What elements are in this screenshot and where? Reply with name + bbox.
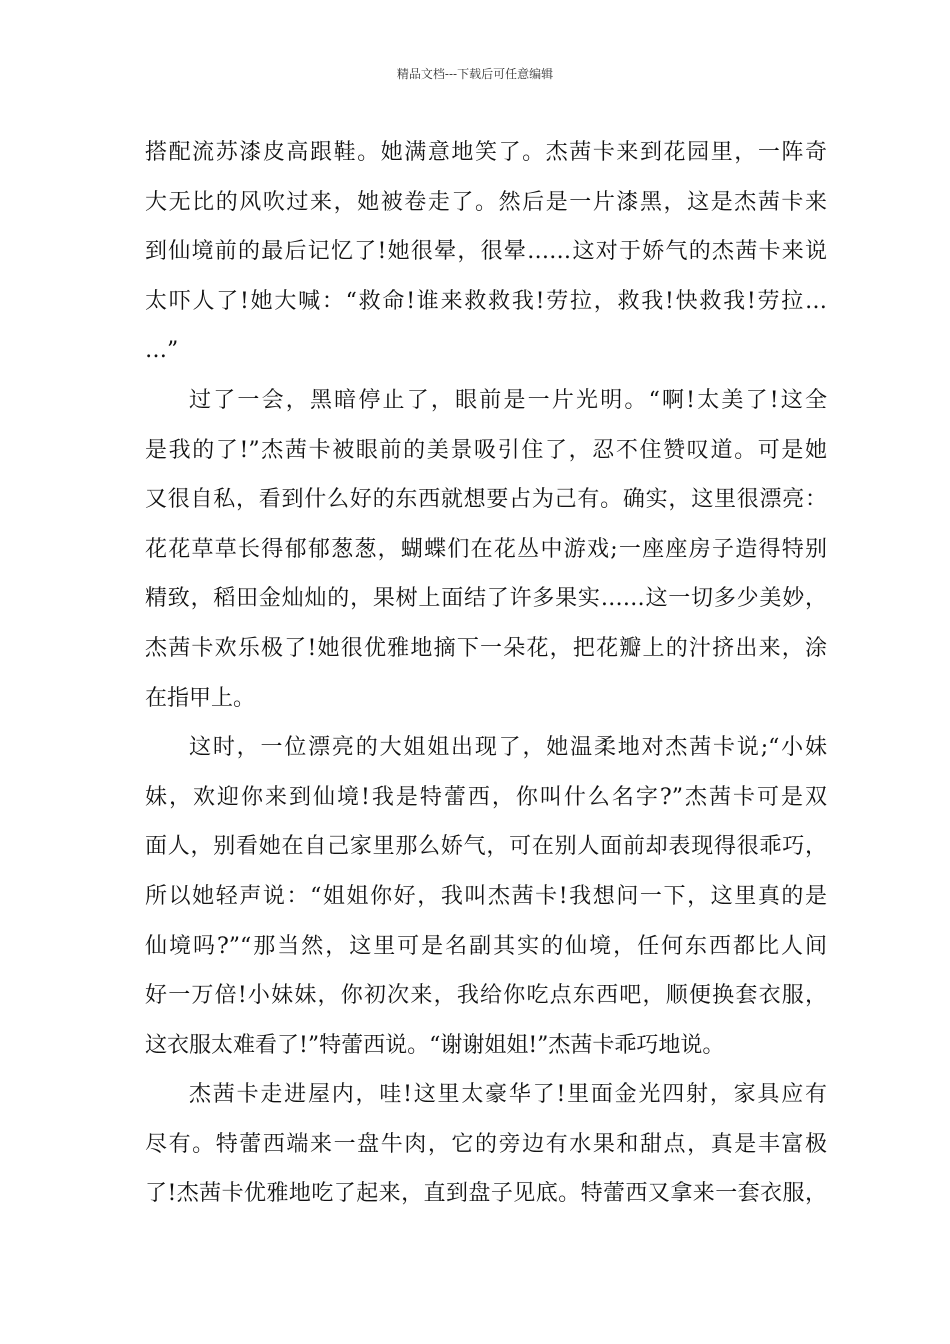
text-line: 大无比的风吹过来，她被卷走了。然后是一片漆黑，这是杰茜卡来 bbox=[145, 189, 827, 215]
document-body bbox=[145, 128, 827, 1219]
text-line: 杰茜卡欢乐极了!她很优雅地摘下一朵花，把花瓣上的汁挤出来，涂 bbox=[145, 635, 827, 661]
text-line: 又很自私，看到什么好的东西就想要占为己有。确实，这里很漂亮： bbox=[145, 487, 827, 513]
text-line: 太吓人了!她大喊：“救命!谁来救救我!劳拉，救我!快救我!劳拉… bbox=[145, 288, 827, 314]
text-line: 了!杰茜卡优雅地吃了起来，直到盘子见底。特蕾西又拿来一套衣服， bbox=[145, 1181, 827, 1207]
paragraph bbox=[145, 723, 827, 1070]
text-line: 仙境吗?”“那当然，这里可是名副其实的仙境，任何东西都比人间 bbox=[145, 933, 827, 959]
text-line: 所以她轻声说：“姐姐你好，我叫杰茜卡!我想问一下，这里真的是 bbox=[145, 883, 827, 909]
text-line: 过了一会，黑暗停止了，眼前是一片光明。“啊!太美了!这全 bbox=[189, 387, 827, 413]
text-line: 这衣服太难看了!”特蕾西说。“谢谢姐姐!”杰茜卡乖巧地说。 bbox=[145, 1032, 725, 1058]
text-line: 妹，欢迎你来到仙境!我是特蕾西，你叫什么名字?”杰茜卡可是双 bbox=[145, 784, 827, 810]
text-line: 花花草草长得郁郁葱葱，蝴蝶们在花丛中游戏;一座座房子造得特别 bbox=[145, 536, 827, 562]
text-line: 到仙境前的最后记忆了!她很晕，很晕……这对于娇气的杰茜卡来说 bbox=[145, 239, 827, 265]
page-header: 精品文档---下载后可任意编辑 bbox=[396, 67, 554, 81]
text-line: 杰茜卡走进屋内，哇!这里太豪华了!里面金光四射，家具应有 bbox=[189, 1082, 827, 1108]
paragraph bbox=[145, 128, 827, 376]
text-line: 面人，别看她在自己家里那么娇气，可在别人面前却表现得很乖巧， bbox=[145, 834, 827, 860]
paragraph bbox=[145, 1070, 827, 1219]
text-line: 好一万倍!小妹妹，你初次来，我给你吃点东西吧，顺便换套衣服， bbox=[145, 983, 827, 1009]
text-line: 在指甲上。 bbox=[145, 685, 256, 711]
paragraph bbox=[145, 376, 827, 723]
text-line: 是我的了!”杰茜卡被眼前的美景吸引住了，忍不住赞叹道。可是她 bbox=[145, 437, 827, 463]
text-line: 精致，稻田金灿灿的，果树上面结了许多果实……这一切多少美妙， bbox=[145, 586, 827, 612]
text-line: …” bbox=[145, 338, 179, 364]
text-line: 这时，一位漂亮的大姐姐出现了，她温柔地对杰茜卡说;“小妹 bbox=[189, 735, 827, 761]
text-line: 搭配流苏漆皮高跟鞋。她满意地笑了。杰茜卡来到花园里，一阵奇 bbox=[145, 140, 827, 165]
text-line: 尽有。特蕾西端来一盘牛肉，它的旁边有水果和甜点，真是丰富极 bbox=[145, 1131, 827, 1157]
